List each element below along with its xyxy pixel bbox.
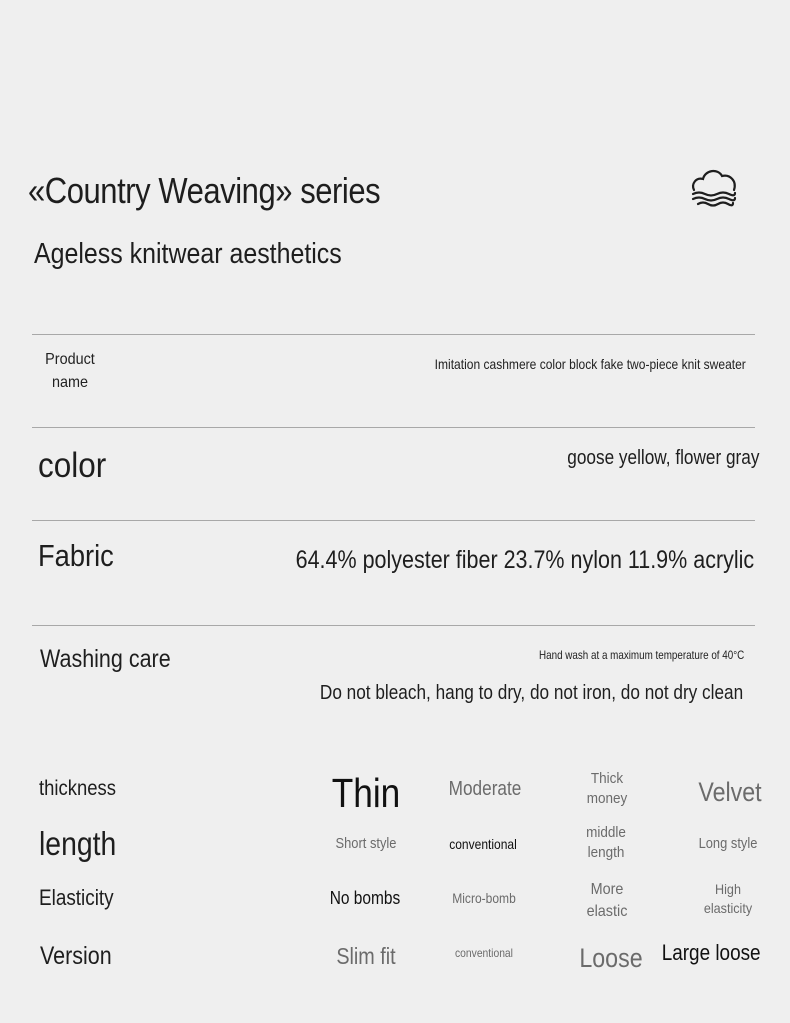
version-option-slim-fit: Slim fit [336, 943, 396, 969]
version-option-conventional: conventional [455, 946, 513, 960]
version-option-loose: Loose [579, 943, 643, 973]
length-label: length [39, 825, 117, 862]
elasticity-option-no-bombs: No bombs [329, 888, 401, 908]
washing-care-value: Do not bleach, hang to dry, do not iron, do not dry clean [319, 682, 743, 704]
version-option-large-loose: Large loose [661, 940, 761, 965]
length-option-long-style: Long style [698, 835, 758, 852]
divider-top [32, 334, 755, 335]
thickness-label: thickness [39, 777, 117, 800]
fabric-label: Fabric [38, 538, 114, 573]
product-name-value: Imitation cashmere color block fake two-piece knit sweater [434, 356, 746, 372]
elasticity-option-more-elastic: More elastic [586, 881, 628, 920]
color-label: color [38, 446, 107, 485]
fabric-value: 64.4% polyester fiber 23.7% nylon 11.9% acrylic [295, 546, 754, 574]
elasticity-option-high-elasticity: High elasticity [703, 881, 753, 916]
product-name-label: Product name [45, 351, 95, 391]
elasticity-option-micro-bomb: Micro-bomb [452, 890, 516, 906]
color-value: goose yellow, flower gray [566, 447, 759, 469]
thickness-option-thin: Thin [331, 770, 401, 816]
length-option-conventional: conventional [449, 836, 517, 852]
length-option-middle-length: middle length [586, 824, 626, 861]
length-option-short-style: Short style [335, 835, 397, 852]
divider-washing [32, 625, 755, 626]
cloud-waves-icon [688, 164, 740, 210]
subtitle: Ageless knitwear aesthetics [34, 238, 342, 270]
washing-temperature-note: Hand wash at a maximum temperature of 40°C [538, 648, 744, 662]
elasticity-label: Elasticity [39, 885, 114, 910]
thickness-option-velvet: Velvet [698, 777, 762, 807]
divider-fabric [32, 520, 755, 521]
divider-color [32, 427, 755, 428]
washing-care-label: Washing care [40, 645, 171, 673]
version-label: Version [40, 942, 112, 970]
thickness-option-moderate: Moderate [448, 778, 522, 800]
series-title: «Country Weaving» series [28, 170, 381, 211]
thickness-option-thick-money: Thick money [586, 770, 628, 807]
